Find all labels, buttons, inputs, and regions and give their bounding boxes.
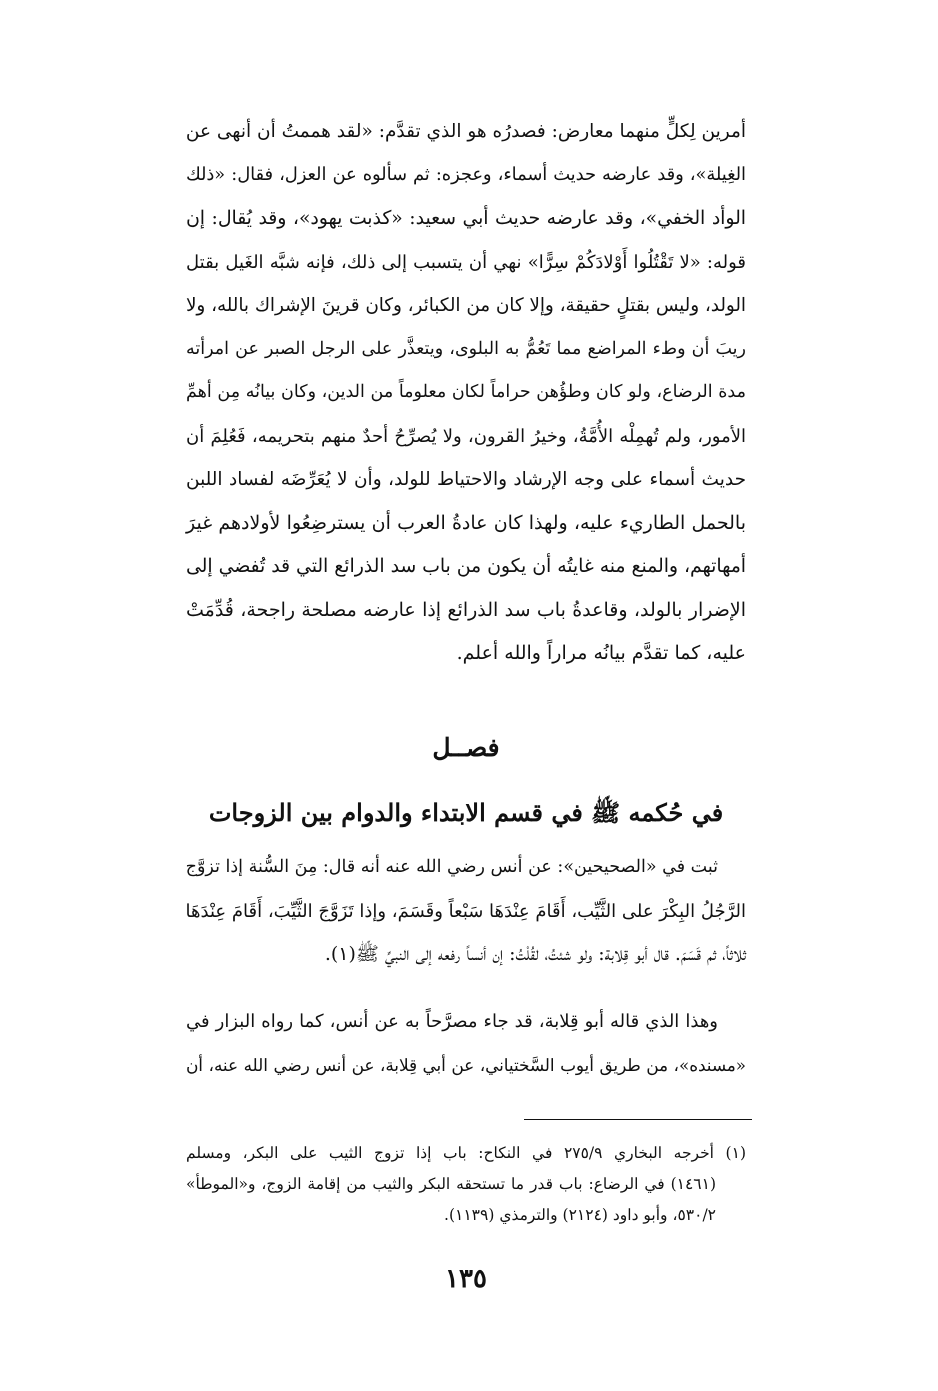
text-line: مدة الرضاع، ولو كان وطؤُهن حراماً لكان معلوماً من الدين، وكان بيانُه مِن أهمِّ <box>186 382 746 402</box>
text-line: ريبَ أن وطء المراضع مما تَعُمُّ به البلوى، ويتعذَّر على الرجل الصبر عن امرأته <box>186 338 746 359</box>
text-line: وهذا الذي قاله أبو قِلابة، قد جاء مصرَّحاً به عن أنس، كما رواه البزار في <box>186 1011 718 1032</box>
text-line: حديث أسماء على وجه الإرشاد والاحتياط للولد، وأن لا يُعَرِّضَه لفساد اللبن <box>186 469 746 490</box>
footnote-line: ٥٣٠/٢، وأبو داود (٢١٢٤) والترمذي (١١٣٩). <box>444 1206 716 1224</box>
text-line: أمرين لِكلٍّ منهما معارض: فصدرُه هو الذي تقدَّم: «لقد هممتُ أن أنهى عن <box>185 121 746 142</box>
text-line: الإضرار بالولد، وقاعدةُ باب سد الذرائع إذا عارضه مصلحة راجحة، قُدِّمَتْ <box>186 598 746 621</box>
section-heading: فصــل <box>432 733 500 762</box>
text-line: «مسنده»، من طريق أيوب السَّختياني، عن أبي قِلابة، عن أنس رضي الله عنه، أن <box>186 1054 746 1075</box>
text-line: عليه، كما تقدَّم بيانُه مراراً والله أعلم. <box>456 642 746 664</box>
text-line: الولد، وليس بقتلٍ حقيقة، وإلا كان من الكبائر، وكان قرينَ الإشراك بالله، ولا <box>186 295 746 316</box>
footnote-line: (١) أخرجه البخاري ٢٧٥/٩ في النكاح: باب إذا تزوج الثيب على البكر، ومسلم <box>186 1144 746 1162</box>
commentary-paragraph <box>186 1000 746 1087</box>
text-line: الوأد الخفي»، وقد عارضه حديث أبي سعيد: «كذبت يهود»، وقد يُقال: إن <box>186 208 746 229</box>
hadith-paragraph <box>186 846 746 977</box>
intro-paragraph <box>186 110 746 676</box>
text-line: ثلاثاً، ثم قَسَمَ. قال أبو قِلابة: ولو شئتُ، لقُلْتُ: إن أنساً رفعه إلى النبيِّ ﷺ(١). <box>324 943 746 965</box>
text-line: أمهاتهم، والمنع منه غايتُه أن يكون من باب سد الذرائع التي قد تُفضي إلى <box>186 556 746 577</box>
text-line: قوله: «لا تَقْتُلُوا أَوْلادَكُمْ سِرًّا» نهي أن يتسبب إلى ذلك، فإنه شبَّه الغَيل بقتل <box>186 251 746 273</box>
page-number: ١٣٥ <box>445 1264 487 1294</box>
text-line: الغِيلة»، وقد عارضه حديث أسماء، وعجزه: ثم سألوه عن العزل، فقال: «ذلك <box>186 164 746 185</box>
section-subheading: في حُكمه ﷺ في قسم الابتداء والدوام بين الزوجات <box>208 798 724 827</box>
footnote-divider <box>524 1119 752 1120</box>
text-line: الرَّجُلُ البِكْرَ على الثَّيِّب، أَقَامَ عِنْدَهَا سَبْعاً وقَسَمَ، وإذا تَزَوَّجَ الثَّيِّبَ، أَقَامَ عِنْدَهَا <box>185 900 746 922</box>
footnote-line: (١٤٦١) في الرضاع: باب قدر ما تستحقه البكر والثيب من إقامة الزوج، و«الموطأ» <box>186 1175 716 1193</box>
text-line: ثبت في «الصحيحين»: عن أنس رضي الله عنه أنه قال: مِنَ السُّنة إذا تزوَّج <box>185 857 718 877</box>
text-line: الأمور، ولم تُهمِلْه الأُمَّةُ، وخيرُ القرون، ولا يُصرِّحُ أحدٌ منهم بتحريمه، فَعُلِمَ أن <box>186 425 746 447</box>
text-line: بالحمل الطاريء عليه، ولهذا كان عادةُ العرب أن يسترضِعُوا لأولادهم غيرَ <box>186 511 746 534</box>
footnote <box>186 1138 746 1231</box>
